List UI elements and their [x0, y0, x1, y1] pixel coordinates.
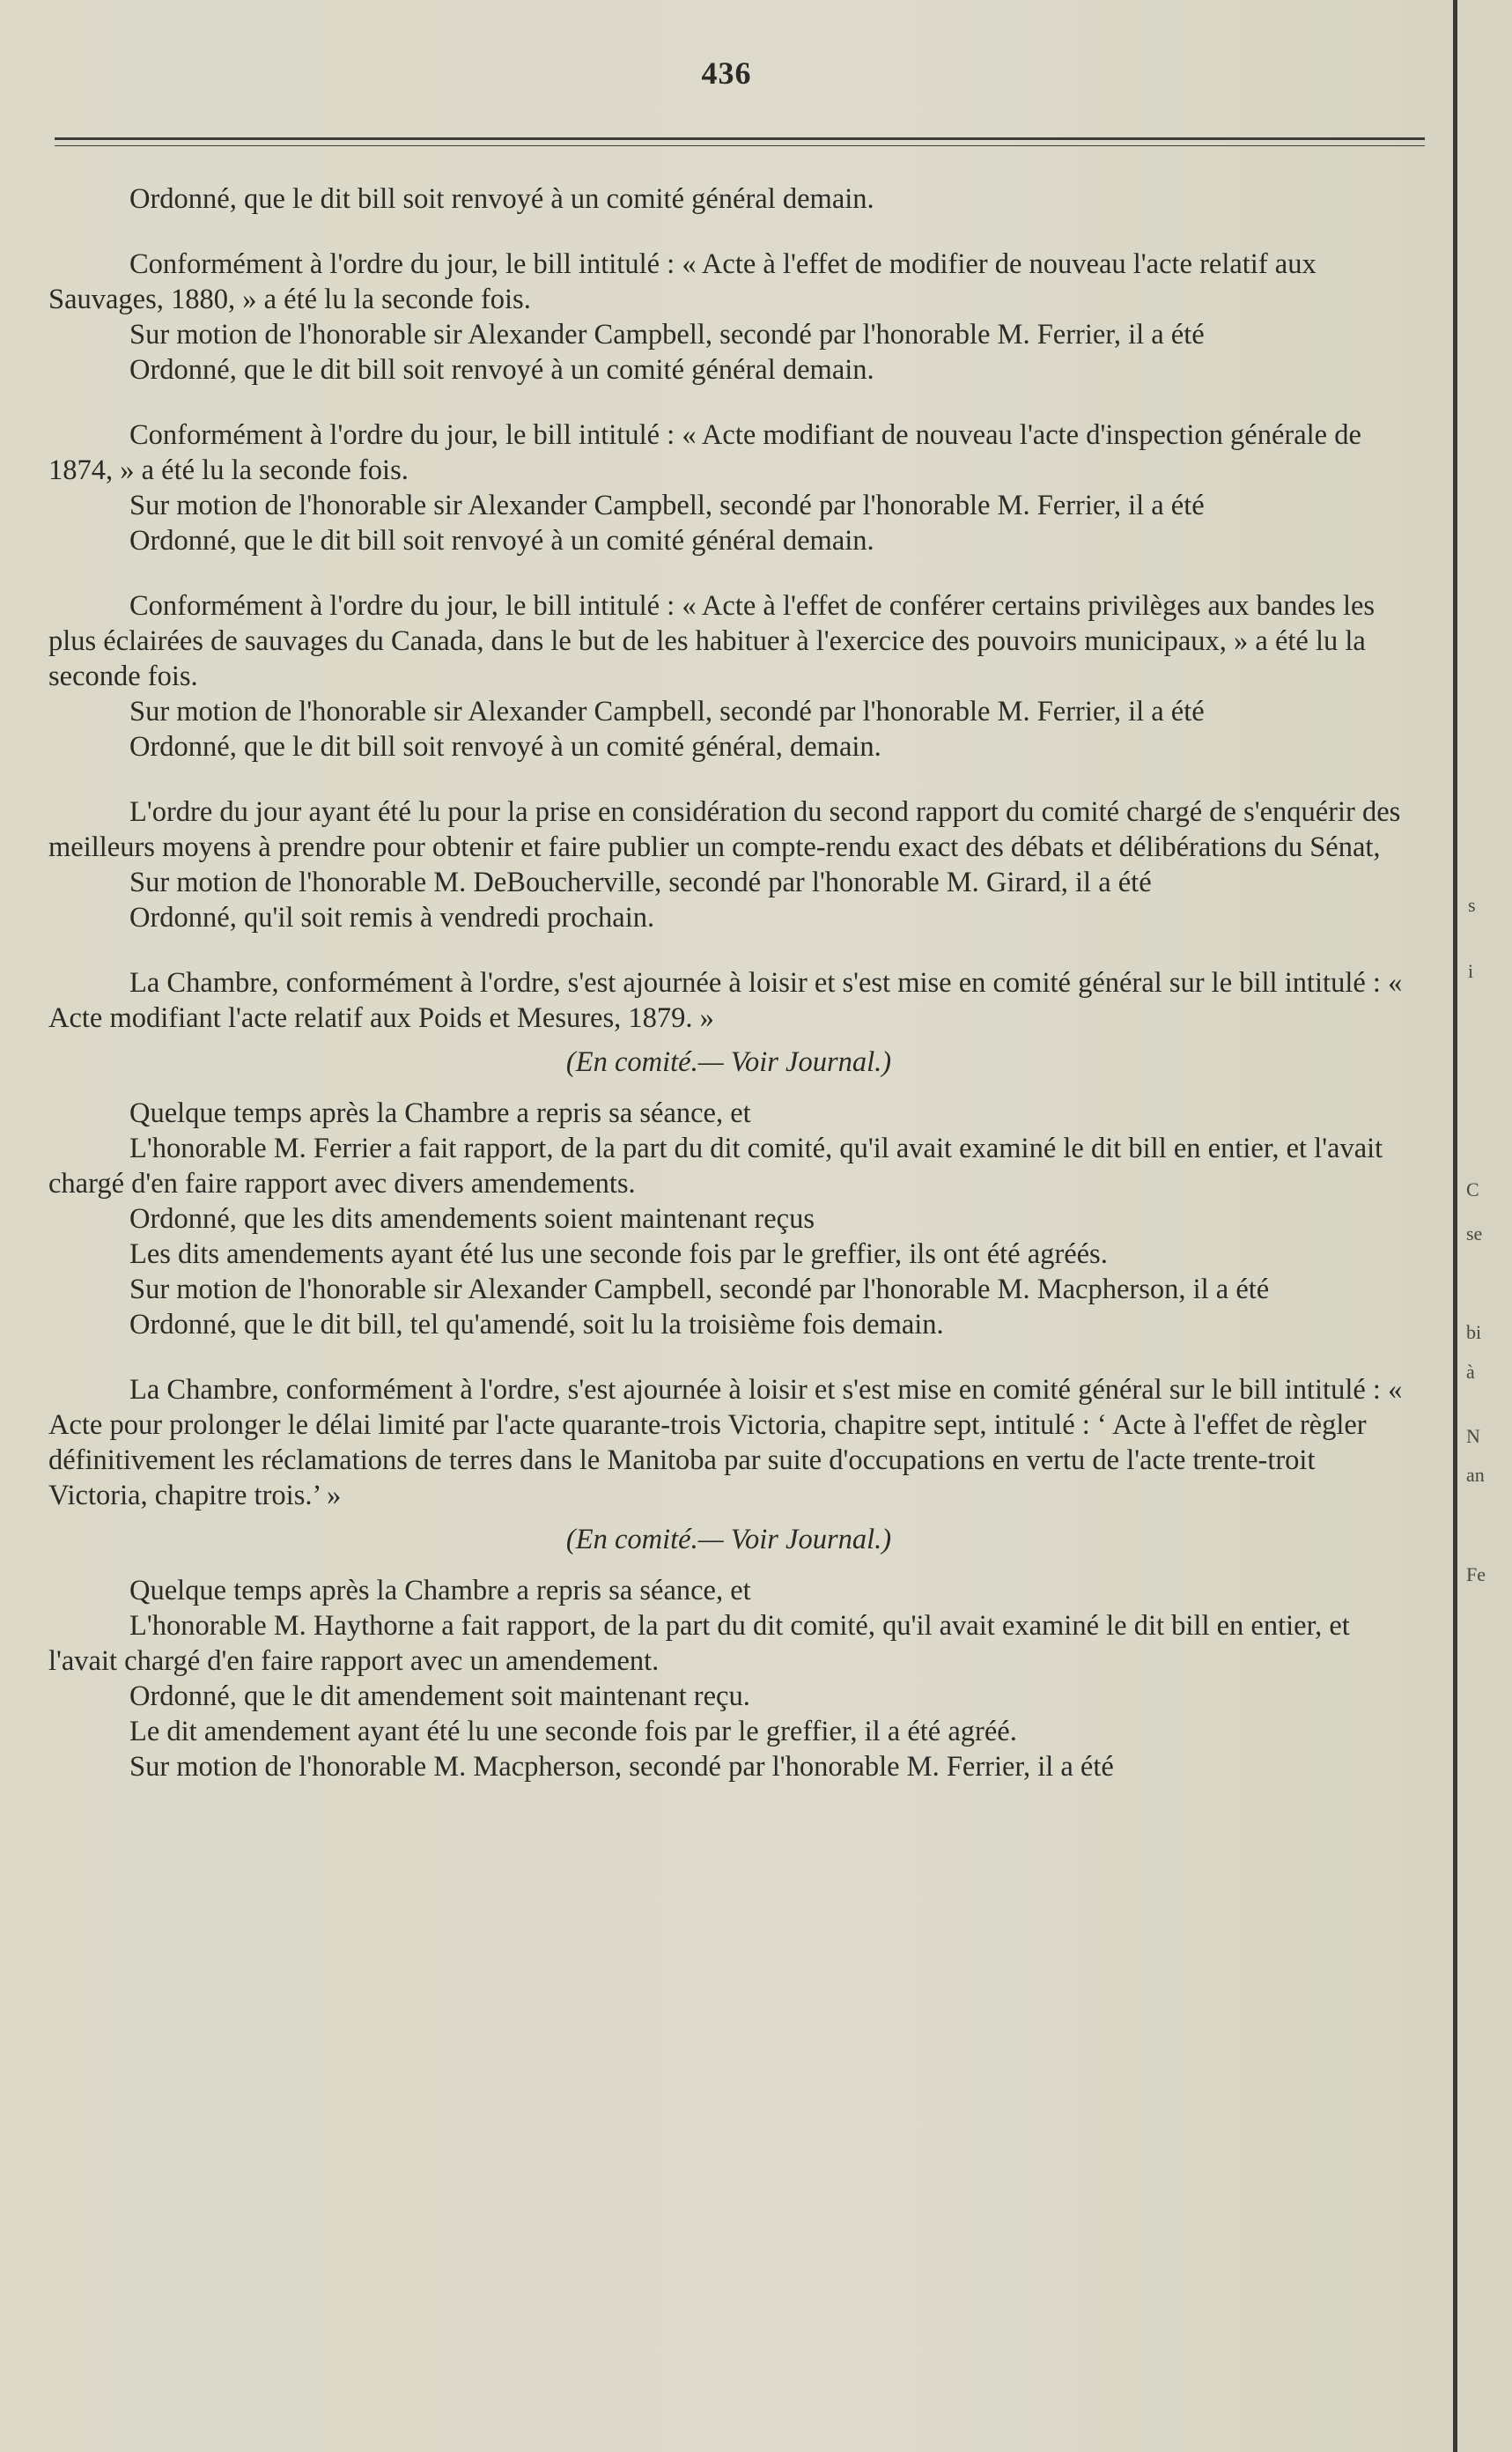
committee-heading: (En comité.— Voir Journal.)	[565, 1524, 892, 1555]
paragraph: L'ordre du jour ayant été lu pour la prise en considération du second rapport du comité chargé de s'enquérir des meilleurs moyens à prendre pour obtenir et faire publier un compte-rendu exact des débats et délibérations du Sénat,	[48, 796, 1401, 863]
paragraph: Ordonné, que le dit bill soit renvoyé à un comité général demain.	[129, 183, 874, 215]
margin-fragment: à	[1466, 1361, 1475, 1383]
paragraph: Conformément à l'ordre du jour, le bill intitulé : « Acte modifiant de nouveau l'acte d'inspection générale de 1874, » a été lu la seconde fois.	[48, 419, 1361, 486]
page-number: 436	[701, 55, 752, 91]
paragraph: Quelque temps après la Chambre a repris sa séance, et	[129, 1097, 751, 1129]
paragraph: Le dit amendement ayant été lu une seconde fois par le greffier, il a été agréé.	[129, 1716, 1017, 1747]
paragraph: Ordonné, que les dits amendements soient maintenant reçus	[129, 1203, 815, 1235]
margin-fragment: se	[1466, 1222, 1483, 1244]
paragraph: Ordonné, que le dit bill soit renvoyé à un comité général demain.	[129, 354, 874, 386]
document-body	[48, 181, 1409, 1784]
adjacent-page-edge	[1453, 0, 1512, 2452]
paragraph: La Chambre, conformément à l'ordre, s'est ajournée à loisir et s'est mise en comité général sur le bill intitulé : « Acte modifiant l'acte relatif aux Poids et Mesures, 1879. »	[48, 967, 1403, 1034]
margin-fragment: an	[1466, 1464, 1485, 1486]
paragraph: Ordonné, que le dit bill soit renvoyé à un comité général, demain.	[129, 731, 881, 763]
paragraph: Conformément à l'ordre du jour, le bill intitulé : « Acte à l'effet de conférer certains privilèges aux bandes les plus éclairées de sauvages du Canada, dans le but de les habituer à l'exercice des pouvoirs municipaux, » a été lu la seconde fois.	[48, 590, 1376, 692]
paragraph: Quelque temps après la Chambre a repris sa séance, et	[129, 1575, 751, 1606]
paragraph: Sur motion de l'honorable sir Alexander Campbell, secondé par l'honorable M. Ferrier, il a été	[129, 696, 1205, 727]
margin-fragment: C	[1466, 1178, 1479, 1200]
committee-heading: (En comité.— Voir Journal.)	[565, 1046, 892, 1078]
paragraph: Ordonné, que le dit bill, tel qu'amendé, soit lu la troisième fois demain.	[129, 1309, 944, 1340]
paragraph: Ordonné, que le dit amendement soit maintenant reçu.	[129, 1680, 750, 1712]
paragraph: Sur motion de l'honorable M. Macpherson, secondé par l'honorable M. Ferrier, il a été	[129, 1751, 1114, 1783]
margin-fragment: N	[1466, 1425, 1480, 1447]
margin-fragment: Fe	[1466, 1563, 1486, 1585]
paragraph: L'honorable M. Haythorne a fait rapport, de la part du dit comité, qu'il avait examiné le dit bill en entier, et l'avait chargé d'en faire rapport avec un amendement.	[48, 1610, 1350, 1677]
paragraph: Sur motion de l'honorable sir Alexander Campbell, secondé par l'honorable M. Macpherson, il a été	[129, 1274, 1270, 1305]
header-rule	[55, 137, 1425, 146]
margin-fragment: bi	[1466, 1321, 1482, 1343]
paragraph: La Chambre, conformément à l'ordre, s'est ajournée à loisir et s'est mise en comité général sur le bill intitulé : « Acte pour prolonger le délai limité par l'acte quarante-trois Victoria, chapitre sept, intitulé : ‘ Acte à l'effet de règler définitivement les réclamations de terres dans le Manitoba par suite d'occupations en vertu de l'acte trente-troit Victoria, chapitre trois.’ »	[48, 1374, 1403, 1511]
paragraph: Ordonné, que le dit bill soit renvoyé à un comité général demain.	[129, 525, 874, 557]
margin-fragment: s	[1468, 894, 1476, 916]
paragraph: Sur motion de l'honorable M. DeBoucherville, secondé par l'honorable M. Girard, il a été	[129, 867, 1152, 898]
margin-fragment: i	[1468, 960, 1474, 982]
paragraph: Conformément à l'ordre du jour, le bill intitulé : « Acte à l'effet de modifier de nouveau l'acte relatif aux Sauvages, 1880, » a été lu la seconde fois.	[48, 248, 1317, 315]
paragraph: Ordonné, qu'il soit remis à vendredi prochain.	[129, 902, 655, 934]
paragraph: Les dits amendements ayant été lus une seconde fois par le greffier, ils ont été agréés.	[129, 1238, 1108, 1270]
paragraph: Sur motion de l'honorable sir Alexander Campbell, secondé par l'honorable M. Ferrier, il a été	[129, 490, 1205, 521]
paragraph: Sur motion de l'honorable sir Alexander Campbell, secondé par l'honorable M. Ferrier, il a été	[129, 319, 1205, 351]
paragraph: L'honorable M. Ferrier a fait rapport, de la part du dit comité, qu'il avait examiné le dit bill en entier, et l'avait chargé d'en faire rapport avec divers amendements.	[48, 1133, 1383, 1200]
